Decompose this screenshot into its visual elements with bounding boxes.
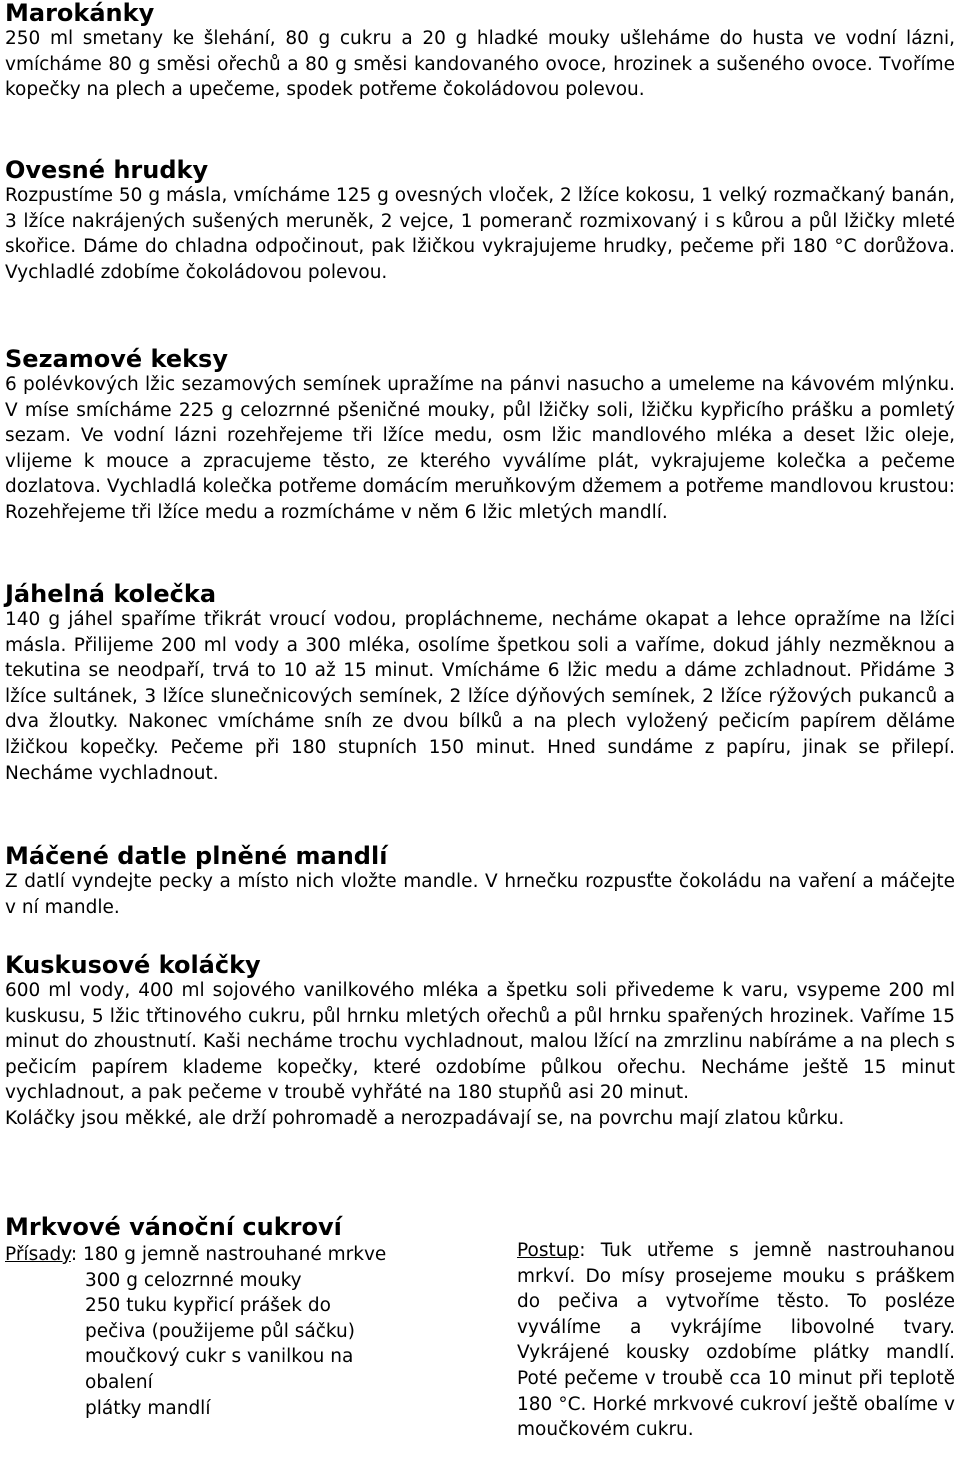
recipe-text: 600 ml vody, 400 ml sojového vanilkového mléka a špetku soli přivedeme k varu, vsypeme 200 ml kuskusu, 5 lžic třtinového cukru, půl hrnku mletých ořechů a půl hrnku spařených hrozinek. Vaříme 15 minut do zhoustnutí. Kaši necháme trochu vychladnout, malou lžící na zmrzlinu nabíráme a na plech s pečicím papírem klademe kopečky, které ozdobíme půlkou ořechu. Necháme ještě 15 minut vychladnout, a pak pečeme v troubě vyhřáté na 180 stupňů asi 20 minut. xyxy=(5,980,955,1104)
recipe-text: 140 g jáhel spaříme třikrát vroucí vodou, propláchneme, necháme okapat a lehce opražíme na lžíci másla. Přilijeme 200 ml vody a 300 mléka, osolíme špetkou soli a vaříme, dokud jáhly nezměknou a tekutina se neodpaří, trvá to 10 až 15 minut. Vmícháme 6 lžic medu a dáme zchladnout. Přidáme 3 lžíce sultánek, 3 lžíce slunečnicových semínek, 2 lžíce dýňových semínek, 2 lžíce rýžových pukanců a dva žloutky. Nakonec vmícháme sníh ze dvou bílků a na plech vyložený pečicím papírem děláme lžičkou kopečky. Pečeme při 180 stupních 150 minut. Hned sundáme z papíru, jinak se přilepí. Necháme vychladnout. xyxy=(5,609,955,784)
recipe-title: Mrkvové vánoční cukroví xyxy=(5,1213,342,1241)
recipe-text: 250 ml smetany ke šlehání, 80 g cukru a 20 g hladké mouky ušleháme do husta ve vodní lázni, vmícháme 80 g směsi ořechů a 80 g směsi kandovaného ovoce, hrozinek a sušeného ovoce. Tvoříme kopečky na plech a upečeme, spodek potřeme čokoládovou polevou. xyxy=(5,28,955,101)
procedure-label: Postup xyxy=(517,1240,580,1261)
ingredients-first-item: : 180 g jemně nastrouhané mrkve xyxy=(70,1244,387,1265)
procedure-column xyxy=(517,1238,955,1443)
procedure-body: : Tuk utřeme s jemně nastrouhanou mrkví. Do mísy prosejeme mouku s práškem do pečiva a vytvoříme těsto. To posléze vyválíme a vykrájíme libovolné tvary. Vykrájené kousky ozdobíme plátky mandlí. Poté pečeme v troubě cca 10 minut při teplotě 180 °C. Horké mrkvové cukroví ještě obalíme v moučkovém cukru. xyxy=(517,1240,955,1441)
ingredient-item: 300 g celozrnné mouky xyxy=(85,1269,302,1291)
recipe-title: Kuskusové koláčky xyxy=(5,951,261,979)
recipe-text: Z datlí vyndejte pecky a místo nich vložte mandle. V hrnečku rozpusťte čokoládu na vaření a máčejte v ní mandle. xyxy=(5,871,955,918)
recipe-title: Máčené datle plněné mandlí xyxy=(5,842,388,870)
ingredient-item: moučkový cukr s vanilkou na obalení xyxy=(85,1346,354,1393)
recipe-title: Marokánky xyxy=(5,0,155,27)
ingredients-list xyxy=(5,1268,385,1422)
recipe-title: Ovesné hrudky xyxy=(5,156,209,184)
recipe-macene-datle xyxy=(5,843,955,920)
recipe-text-note: Koláčky jsou měkké, ale drží pohromadě a nerozpadávají se, na povrchu mají zlatou kůrku. xyxy=(5,1107,845,1129)
recipe-ovesne-hrudky xyxy=(5,157,955,285)
procedure-text xyxy=(517,1238,955,1443)
ingredients-first-line xyxy=(5,1242,405,1268)
recipe-text: Rozpustíme 50 g másla, vmícháme 125 g ovesných vloček, 2 lžíce kokosu, 1 velký rozmačkaný banán, 3 lžíce nakrájených sušených meruněk, 2 vejce, 1 pomeranč rozmixovaný i s kůrou a půl lžičky mleté skořice. Dáme do chladna odpočinout, pak lžičkou vykrajujeme hrudky, pečeme při 180 °C dorůžova. Vychladlé zdobíme čokoládovou polevou. xyxy=(5,185,955,283)
recipe-sezamove-keksy xyxy=(5,346,955,526)
recipe-title: Jáhelná kolečka xyxy=(5,580,217,608)
recipe-kuskusove-kolacky xyxy=(5,952,955,1132)
recipe-mrkvove-cukrovi xyxy=(5,1214,955,1240)
recipe-text: 6 polévkových lžic sezamových semínek upražíme na pánvi nasucho a umeleme na kávovém mlýnku. V míse smícháme 225 g celozrnné pšeničné mouky, půl lžičky soli, lžičku kypřicího prášku a pomletý sezam. Ve vodní lázni rozehřejeme tři lžíce medu, osm lžic mandlového mléka a deset lžic oleje, vlijeme k mouce a zpracujeme těsto, ze kterého vyválíme plát, vykrajujeme kolečka a pečeme dozlatova. Vychladlá kolečka potřeme domácím meruňkovým džemem a potřeme mandlovou krustou: Rozehřejeme tři lžíce medu a rozmícháme v něm 6 lžic mletých mandlí. xyxy=(5,374,955,523)
ingredient-item: plátky mandlí xyxy=(85,1397,211,1419)
recipe-marokanky xyxy=(5,0,955,103)
recipe-jahelna-kolecka xyxy=(5,581,955,786)
ingredients-label: Přísady xyxy=(5,1244,71,1265)
ingredients-column xyxy=(5,1242,405,1421)
recipe-title: Sezamové keksy xyxy=(5,345,228,373)
ingredient-item: 250 tuku kypřicí prášek do pečiva (použijeme půl sáčku) xyxy=(85,1295,355,1342)
